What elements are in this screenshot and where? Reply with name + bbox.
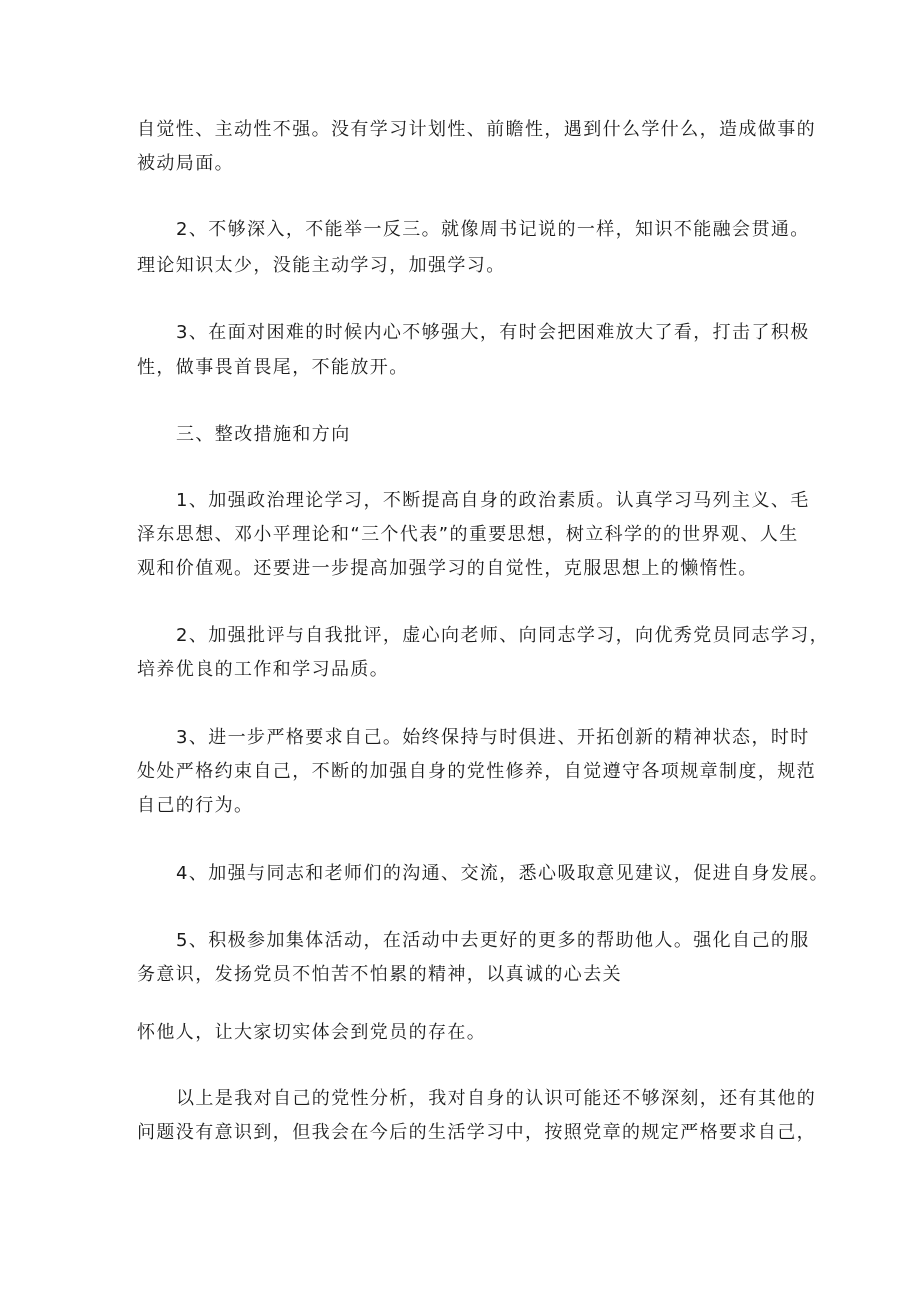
paragraph-line: 性，做事畏首畏尾，不能放开。 [137, 357, 409, 378]
paragraph-line: 处处严格约束自己，不断的加强自身的党性修养，自觉遵守各项规章制度，规范 [137, 761, 816, 782]
paragraph-line: 问题没有意识到，但我会在今后的生活学习中，按照党章的规定严格要求自己， [137, 1122, 816, 1143]
paragraph-line: 理论知识太少，没能主动学习，加强学习。 [137, 255, 506, 276]
paragraph-line: 5、积极参加集体活动，在活动中去更好的更多的帮助他人。强化自己的服 [176, 930, 810, 951]
paragraph-line: 自己的行为。 [137, 795, 254, 816]
paragraph-line: 4、加强与同志和老师们的沟通、交流，悉心吸取意见建议，促进自身发展。 [176, 863, 830, 884]
section-heading: 三、整改措施和方向 [176, 424, 351, 445]
paragraph-line: 2、不够深入，不能举一反三。就像周书记说的一样，知识不能融会贯通。 [176, 219, 810, 240]
paragraph-line: 2、加强批评与自我批评，虚心向老师、向同志学习，向优秀党员同志学习， [176, 625, 830, 646]
paragraph-line: 3、在面对困难的时候内心不够强大，有时会把困难放大了看，打击了积极 [176, 322, 810, 343]
paragraph-line: 培养优良的工作和学习品质。 [137, 659, 390, 680]
paragraph-line: 观和价值观。还要进一步提高加强学习的自觉性，克服思想上的懒惰性。 [137, 558, 758, 579]
paragraph-line: 被动局面。 [137, 153, 234, 174]
paragraph-line: 3、进一步严格要求自己。始终保持与时俱进、开拓创新的精神状态，时时 [176, 727, 810, 748]
paragraph-line: 泽东思想、邓小平理论和“三个代表”的重要思想，树立科学的的世界观、人生 [137, 524, 799, 545]
paragraph-line: 以上是我对自己的党性分析，我对自身的认识可能还不够深刻，还有其他的 [176, 1088, 817, 1109]
paragraph-line: 1、加强政治理论学习，不断提高自身的政治素质。认真学习马列主义、毛 [176, 490, 810, 511]
paragraph-line: 怀他人，让大家切实体会到党员的存在。 [137, 1022, 487, 1043]
paragraph-line: 务意识，发扬党员不怕苦不怕累的精神，以真诚的心去关 [137, 964, 622, 985]
paragraph-line: 自觉性、主动性不强。没有学习计划性、前瞻性，遇到什么学什么，造成做事的 [137, 119, 816, 140]
